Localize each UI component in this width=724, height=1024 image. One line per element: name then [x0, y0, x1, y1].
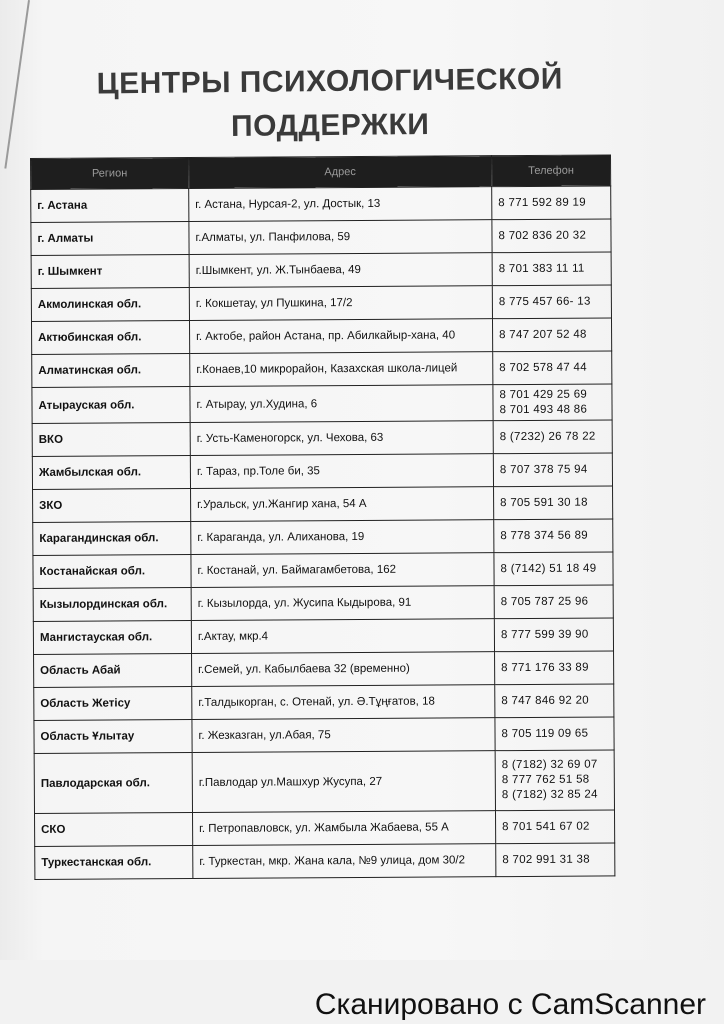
table-row	[34, 684, 614, 721]
phone-number: 8 775 457 66- 13	[498, 295, 591, 308]
table-row	[32, 453, 612, 490]
region-cell: г. Астана	[31, 189, 189, 223]
address-cell: г.Семей, ул. Кабылбаева 32 (временно)	[192, 652, 495, 687]
region-cell: Алматинская обл.	[32, 354, 190, 388]
table-row	[33, 552, 613, 589]
region-cell: СКО	[35, 813, 193, 847]
phone-number: 8 747 846 92 20	[501, 694, 589, 707]
region-cell: Область Ұлытау	[34, 720, 192, 754]
phone-number: 8 (7142) 51 18 49	[500, 562, 597, 575]
region-cell: Жамбылская обл.	[32, 456, 190, 490]
region-cell: Карагандинская обл.	[33, 522, 191, 556]
phone-number: 8 701 429 25 69	[499, 388, 588, 401]
header-region: Регион	[31, 158, 189, 190]
phone-cell	[494, 552, 613, 586]
phone-cell	[496, 843, 615, 877]
header-phone: Телефон	[491, 155, 610, 187]
address-cell: г. Усть-Каменогорск, ул. Чехова, 63	[190, 421, 493, 456]
address-cell: г.Конаев,10 микрорайон, Казахская школа-лицей	[190, 352, 493, 387]
address-cell: г.Алматы, ул. Панфилова, 59	[189, 220, 492, 255]
phone-cell	[494, 585, 613, 619]
table-row	[31, 252, 611, 289]
phone-cell	[495, 651, 614, 685]
address-cell: г.Шымкент, ул. Ж.Тынбаева, 49	[189, 253, 492, 288]
phone-number: 8 702 578 47 44	[499, 361, 587, 374]
table-row	[34, 651, 614, 688]
phone-number: 8 705 119 09 65	[501, 727, 589, 740]
table-row	[31, 285, 611, 322]
phone-number: 8 701 541 67 02	[502, 820, 590, 833]
header-address: Адрес	[189, 156, 492, 189]
region-cell: Область Абай	[34, 654, 192, 688]
phone-number: 8 707 378 75 94	[499, 463, 588, 476]
phone-number: 8 701 493 48 86	[499, 403, 588, 416]
phone-number: 8 (7232) 26 78 22	[499, 430, 596, 443]
phone-cell	[495, 717, 614, 751]
table-row	[31, 219, 611, 256]
title-line-1: ЦЕНТРЫ ПСИХОЛОГИЧЕСКОЙ	[96, 62, 564, 101]
phone-cell	[495, 684, 614, 718]
table-row	[32, 420, 612, 457]
address-cell: г.Павлодар ул.Машхур Жусупа, 27	[192, 751, 495, 813]
address-cell: г. Петропавловск, ул. Жамбыла Жабаева, 55 А	[193, 811, 496, 846]
table-row	[33, 618, 613, 655]
table-row	[35, 843, 615, 880]
table-row	[32, 384, 612, 424]
page-edge-shadow	[4, 0, 30, 169]
phone-number: 8 771 592 89 19	[498, 196, 586, 209]
region-cell: Актюбинская обл.	[31, 321, 189, 355]
phone-cell	[493, 420, 612, 454]
address-cell: г.Актау, мкр.4	[191, 619, 494, 654]
region-cell: Акмолинская обл.	[31, 288, 189, 322]
address-cell: г. Астана, Нурсая-2, ул. Достык, 13	[189, 187, 492, 222]
table-row	[33, 486, 613, 523]
address-cell: г.Талдыкорган, с. Отенай, ул. Ә.Тұңғатов, 18	[192, 685, 495, 720]
region-cell: Область Жетісу	[34, 687, 192, 721]
phone-number: 8 705 787 25 96	[500, 595, 589, 608]
table-header-row	[31, 155, 611, 190]
address-cell: г. Атырау, ул.Худина, 6	[190, 385, 493, 423]
region-cell: Костанайская обл.	[33, 555, 191, 589]
phone-cell	[492, 186, 611, 220]
region-cell: г. Шымкент	[31, 255, 189, 289]
phone-number: 8 701 383 11 11	[498, 262, 585, 275]
address-cell: г. Жезказган, ул.Абая, 75	[192, 718, 495, 753]
phone-cell	[494, 519, 613, 553]
phone-cell	[495, 810, 614, 844]
address-cell: г. Караганда, ул. Алиханова, 19	[191, 520, 494, 555]
table-row	[33, 519, 613, 556]
phone-number: 8 777 599 39 90	[500, 628, 589, 641]
region-cell: ВКО	[32, 423, 190, 457]
region-cell: Мангистауская обл.	[33, 621, 191, 655]
phone-cell	[492, 219, 611, 253]
phone-number: 8 771 176 33 89	[501, 661, 589, 674]
address-cell: г. Костанай, ул. Баймагамбетова, 162	[191, 553, 494, 588]
page-title	[60, 57, 601, 151]
region-cell: ЗКО	[33, 489, 191, 523]
phone-cell	[494, 486, 613, 520]
phone-number: 8 (7182) 32 69 07	[501, 758, 598, 772]
phone-number: 8 777 762 51 58	[501, 773, 590, 787]
table-row	[31, 318, 611, 355]
table-row	[34, 750, 614, 814]
address-cell: г. Тараз, пр.Толе би, 35	[190, 454, 493, 489]
phone-cell	[493, 453, 612, 487]
table-row	[34, 717, 614, 754]
table-row	[33, 585, 613, 622]
phone-cell	[493, 384, 612, 421]
phone-cell	[492, 252, 611, 286]
phone-number: 8 (7182) 32 85 24	[501, 788, 598, 802]
centers-table	[30, 154, 615, 880]
phone-number: 8 702 991 31 38	[502, 853, 590, 866]
phone-cell	[495, 750, 614, 811]
address-cell: г. Кызылорда, ул. Жусипа Кыдырова, 91	[191, 586, 494, 621]
region-cell: Туркестанская обл.	[35, 846, 193, 880]
phone-number: 8 747 207 52 48	[499, 328, 587, 341]
camscanner-watermark: Сканировано с CamScanner	[314, 988, 706, 1021]
address-cell: г. Туркестан, мкр. Жана кала, №9 улица, дом 30/2	[193, 844, 496, 879]
phone-number: 8 702 836 20 32	[498, 229, 587, 242]
phone-cell	[492, 318, 611, 352]
phone-cell	[493, 351, 612, 385]
region-cell: Павлодарская обл.	[34, 753, 192, 814]
region-cell: Атырауская обл.	[32, 387, 190, 424]
address-cell: г. Актобе, район Астана, пр. Абилкайыр-хана, 40	[189, 319, 492, 354]
phone-number: 8 705 591 30 18	[500, 496, 588, 509]
phone-cell	[492, 285, 611, 319]
table-row	[32, 351, 612, 388]
region-cell: г. Алматы	[31, 222, 189, 256]
table-row	[35, 810, 615, 847]
region-cell: Кызылординская обл.	[33, 588, 191, 622]
address-cell: г.Уральск, ул.Жангир хана, 54 А	[191, 487, 494, 522]
phone-cell	[494, 618, 613, 652]
address-cell: г. Кокшетау, ул Пушкина, 17/2	[189, 286, 492, 321]
table-row	[31, 186, 611, 223]
table-body	[31, 186, 615, 880]
title-line-2: ПОДДЕРЖКИ	[230, 107, 430, 144]
phone-number: 8 778 374 56 89	[500, 529, 588, 542]
